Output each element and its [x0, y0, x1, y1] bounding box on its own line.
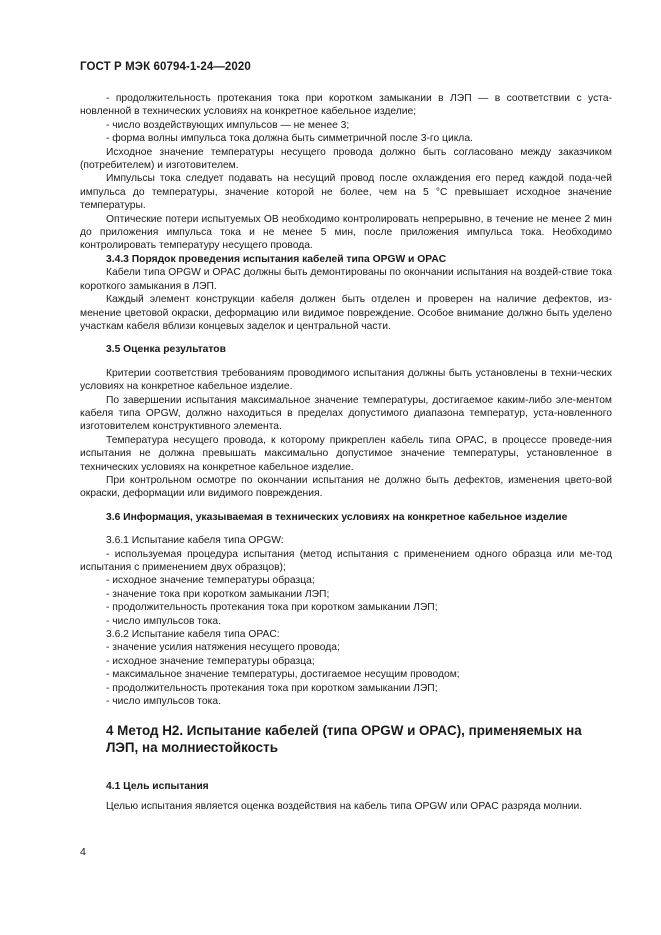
list-item: - значение усилия натяжения несущего провода; [106, 642, 340, 654]
list-item: - число импульсов тока. [106, 615, 221, 627]
list-item: - число импульсов тока. [106, 696, 221, 708]
paragraph: Критерии соответствия требованиям проводимого испытания должны быть установлены в техни-ческих условиях на конкретное кабельное изделие. [80, 367, 612, 393]
subsection-3-6-1: 3.6.1 Испытание кабеля типа OPGW: [106, 535, 284, 547]
paragraph: Целью испытания является оценка воздействия на кабель типа OPGW или OPAC разряда молнии. [106, 800, 583, 812]
section-heading-3-4-3: 3.4.3 Порядок проведения испытания кабелей типа OPGW и OPAC [106, 253, 447, 265]
paragraph: Каждый элемент конструкции кабеля должен быть отделен и проверен на наличие дефектов, из-менение цветовой окраски, деформацию или видимое повреждение. Особое внимание должно быть уделено участкам кабеля вблизи концевых заделок и центральной части. [80, 294, 612, 332]
page-number: 4 [80, 846, 86, 858]
list-item: - исходное значение температуры образца; [106, 655, 315, 667]
chapter-heading-line-1: 4 Метод Н2. Испытание кабелей (типа OPGW и OPAC), применяемых на [106, 723, 582, 739]
paragraph: Исходное значение температуры несущего провода должно быть согласовано между заказчиком (потребителем) и изготовителем. [80, 146, 612, 172]
document-header: ГОСТ Р МЭК 60794-1-24—2020 [80, 61, 251, 73]
list-item: - продолжительность протекания тока при коротком замыкании ЛЭП; [106, 602, 438, 614]
paragraph: При контрольном осмотре по окончании испытания не должно быть дефектов, изменения цвето-вой окраски, деформации или видимого повреждения. [80, 474, 612, 500]
paragraph: Температура несущего провода, к которому прикреплен кабель типа OPAC, в процессе проведе-ния испытания не должна превышать максимально допустимое значение температуры, установленное в технических условиях на конкретное кабельное изделие. [80, 434, 612, 473]
list-item: - форма волны импульса тока должна быть симметричной после 3-го цикла. [106, 133, 473, 145]
list-item: - используемая процедура испытания (метод испытания с применением одного образца или ме-тод испытания с применением двух образцов); [80, 548, 612, 573]
subsection-3-6-2: 3.6.2 Испытание кабеля типа OPAC: [106, 629, 280, 641]
chapter-heading-4 [80, 722, 612, 756]
paragraph: Кабели типа OPGW и OPAC должны быть демонтированы по окончании испытания на воздей-ствие тока короткого замыкания в ЛЭП. [80, 267, 612, 292]
paragraph: Оптические потери испытуемых ОВ необходимо контролировать непрерывно, в течение не менее 2 мин до приложения импульса тока и не менее 5 мин, после приложения импульса тока. Необходимо контролировать температуру несущего провода. [80, 213, 612, 252]
document-body [80, 92, 612, 813]
paragraph: По завершении испытания максимальное значение температуры, достигаемое каким-либо эле-ментом кабеля типа OPGW, должно находиться в пределах допустимого диапазона температур, уста-новленного изготовителем конструктивного элемента. [80, 394, 612, 433]
chapter-heading-line-2: ЛЭП, на молниестойкость [106, 740, 278, 756]
list-item: - максимальное значение температуры, достигаемое несущим проводом; [106, 669, 460, 681]
paragraph: Импульсы тока следует подавать на несущий провод после охлаждения его перед каждой пода-чей импульса до температуры, значение которой не более, чем на 5 °С превышает исходное значение температуры. [80, 173, 612, 212]
section-heading-3-6: 3.6 Информация, указываемая в технических условиях на конкретное кабельное изделие [106, 511, 568, 523]
list-item: - продолжительность протекания тока при коротком замыкании ЛЭП; [106, 682, 438, 694]
list-item: - исходное значение температуры образца; [106, 575, 315, 587]
list-item: - число воздействующих импульсов — не менее 3; [106, 119, 350, 131]
paragraph: - продолжительность протекания тока при коротком замыкании в ЛЭП — в соответствии с уста-новленной в технических условиях на конкретное кабельное изделие; [80, 93, 612, 118]
section-heading-4-1: 4.1 Цель испытания [106, 781, 209, 793]
section-heading-3-5: 3.5 Оценка результатов [106, 344, 226, 356]
list-item: - значение тока при коротком замыкании ЛЭП; [106, 588, 330, 600]
